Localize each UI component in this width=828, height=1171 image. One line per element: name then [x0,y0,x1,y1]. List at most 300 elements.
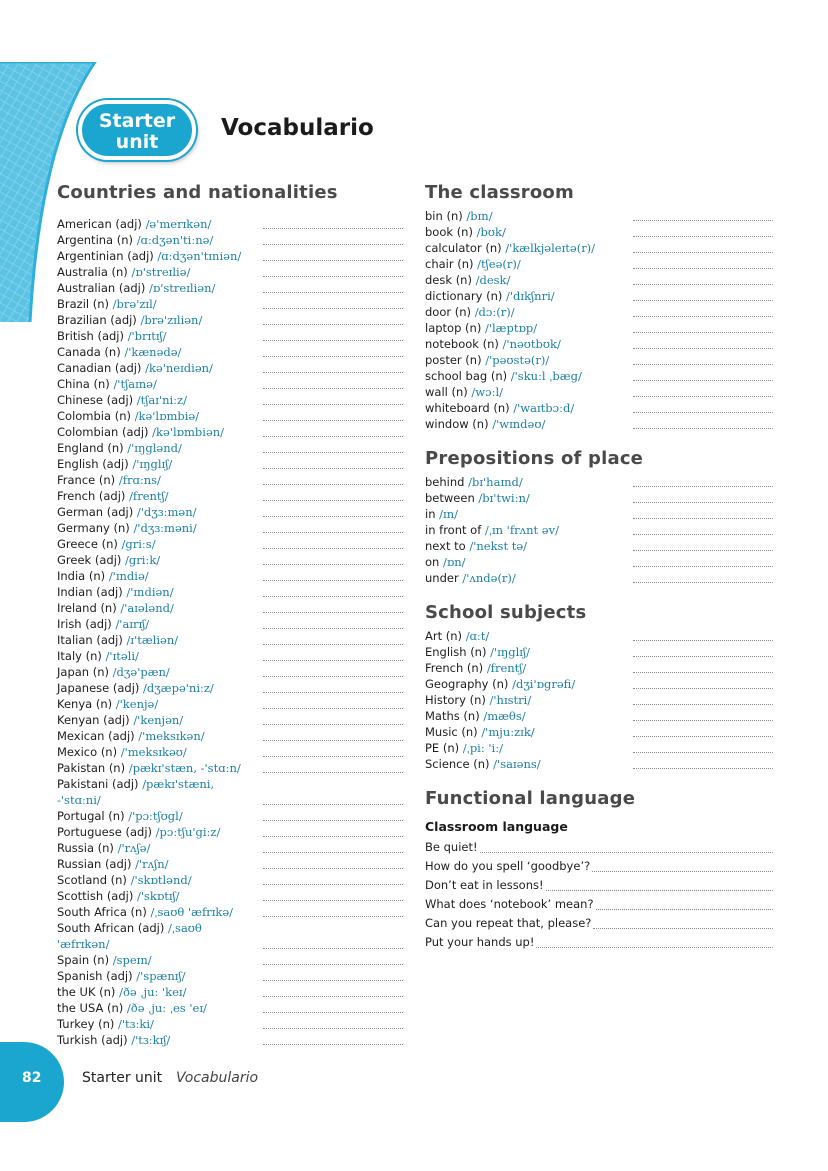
vocab-word: chair [425,257,454,271]
answer-line[interactable] [633,371,773,381]
answer-line[interactable] [263,635,403,645]
answer-line[interactable] [263,363,403,373]
vocab-word: under [425,571,459,585]
vocab-term [425,288,633,304]
vocab-pos: (adj) [110,313,137,327]
vocab-word: Music [425,725,458,739]
vocab-term [57,952,263,968]
vocab-pos: (n) [106,1001,124,1015]
answer-line[interactable] [263,619,403,629]
vocab-word: Greek [57,553,92,567]
answer-line[interactable] [263,219,403,229]
vocab-term [425,416,633,432]
vocab-entry [425,708,773,724]
vocab-ipa: /ɒ'streɪliə/ [131,265,191,279]
phrase-text: Be quiet! [425,840,478,854]
vocab-ipa: /ə'merɪkən/ [145,217,212,231]
subjects-list [425,628,773,772]
vocab-pos: (adj) [98,489,126,503]
vocab-pos: (adj) [137,921,165,935]
vocab-ipa: /speɪn/ [112,953,152,967]
answer-line[interactable] [263,331,403,341]
vocab-ipa: /ˌsaʊθ 'æfrɪkən/ [57,921,202,951]
answer-line[interactable] [263,475,403,485]
vocab-ipa: /ɒn/ [442,555,466,569]
vocab-entry [425,522,773,538]
answer-line[interactable] [263,459,403,469]
phrase-text: Put your hands up! [425,935,535,949]
answer-line[interactable] [263,811,403,821]
answer-line[interactable] [633,339,773,349]
vocab-term [57,568,263,584]
vocab-pos: (n) [108,761,126,775]
vocab-term [425,756,633,772]
vocab-term [425,240,633,256]
vocab-ipa: /'ɪŋglənd/ [127,441,182,455]
vocab-word: Japan [57,665,90,679]
answer-line[interactable] [633,493,773,503]
answer-line[interactable] [633,509,773,519]
vocab-ipa: /'ɪŋglɪʃ/ [490,645,530,659]
answer-line[interactable] [263,427,403,437]
vocab-pos: (n) [92,297,110,311]
answer-line[interactable] [596,900,773,910]
vocab-word: Ireland [57,601,97,615]
answer-line[interactable] [633,647,773,657]
vocab-term [57,600,263,616]
vocab-term [57,264,263,280]
phrase-item [425,895,773,914]
vocab-pos: (n) [116,233,134,247]
vocab-term [425,272,633,288]
vocab-term [57,632,263,648]
vocab-entry [57,440,403,456]
answer-line[interactable] [263,747,403,757]
vocab-pos: (n) [95,697,113,711]
vocab-entry [57,552,403,568]
answer-line[interactable] [633,541,773,551]
vocab-pos: (n) [454,305,472,319]
vocab-term [57,344,263,360]
left-column [57,180,403,1048]
vocab-ipa: /'waɪtbɔːd/ [513,401,575,415]
vocab-entry [425,208,773,224]
vocab-ipa: /ɑːdʒən'tɪniən/ [157,249,242,263]
vocab-pos: (n) [469,693,486,707]
answer-line[interactable] [263,891,403,901]
vocab-term [57,376,263,392]
vocab-term [57,808,263,824]
answer-line[interactable] [263,795,403,805]
answer-line[interactable] [263,507,403,517]
vocab-word: Scotland [57,873,107,887]
vocab-term [57,216,263,232]
vocab-entry [57,1016,403,1032]
vocab-term [57,392,263,408]
answer-line[interactable] [263,907,403,917]
answer-line[interactable] [263,939,403,949]
answer-line[interactable] [633,307,773,317]
classroom-list [425,208,773,432]
vocab-term [57,552,263,568]
vocab-word: behind [425,475,465,489]
vocab-term [57,488,263,504]
answer-line[interactable] [633,711,773,721]
answer-line[interactable] [263,523,403,533]
phrase-item [425,876,773,895]
answer-line[interactable] [263,587,403,597]
page-title: Vocabulario [221,115,374,141]
answer-line[interactable] [633,631,773,641]
answer-line[interactable] [633,275,773,285]
vocab-ipa: /ɒ'streɪliən/ [149,281,216,295]
answer-line[interactable] [633,477,773,487]
vocab-word: door [425,305,452,319]
vocab-word: Canadian [57,361,112,375]
vocab-term [57,456,263,472]
vocab-word: Geography [425,677,489,691]
vocab-term [57,904,263,920]
vocab-ipa: /bɪn/ [466,209,493,223]
answer-line[interactable] [263,443,403,453]
answer-line[interactable] [263,987,403,997]
vocab-pos: (adj) [108,729,135,743]
vocab-ipa: /'kælkjəleɪtə(r)/ [505,241,596,255]
answer-line[interactable] [633,557,773,567]
vocab-word: Kenya [57,697,93,711]
vocab-entry [57,312,403,328]
vocab-word: in [425,507,436,521]
vocab-entry [57,840,403,856]
vocab-term [57,648,263,664]
answer-line[interactable] [263,555,403,565]
vocab-word: Art [425,629,443,643]
phrase-text: How do you spell ‘goodbye’? [425,859,591,873]
vocab-pos: (adj) [106,969,133,983]
vocab-term [425,692,633,708]
vocab-entry [57,952,403,968]
vocab-ipa: /'nekst tə/ [469,539,528,553]
vocab-term [425,740,633,756]
answer-line[interactable] [633,759,773,769]
answer-line[interactable] [633,419,773,429]
vocab-pos: (n) [473,757,490,771]
answer-line[interactable] [633,403,773,413]
answer-line[interactable] [263,699,403,709]
answer-line[interactable] [263,395,403,405]
vocab-entry [57,824,403,840]
vocab-term [57,696,263,712]
vocab-entry [57,728,403,744]
vocab-word: dictionary [425,289,483,303]
vocab-pos: (n) [130,905,147,919]
vocab-word: Brazil [57,297,90,311]
vocab-term [425,708,633,724]
answer-line[interactable] [536,938,773,948]
vocab-word: History [425,693,466,707]
vocab-ipa: /frɑːns/ [118,473,161,487]
answer-line[interactable] [263,827,403,837]
vocab-word: Brazilian [57,313,107,327]
vocab-word: Russian [57,857,102,871]
vocab-word: English [425,645,467,659]
answer-line[interactable] [633,211,773,221]
answer-line[interactable] [263,1003,403,1013]
answer-line[interactable] [263,235,403,245]
vocab-word: Colombia [57,409,112,423]
vocab-entry [57,328,403,344]
answer-line[interactable] [480,843,773,853]
vocab-ipa: /'rʌʃn/ [135,857,169,871]
vocab-ipa: /frentʃ/ [129,489,169,503]
answer-line[interactable] [633,727,773,737]
answer-line[interactable] [263,539,403,549]
vocab-entry [425,272,773,288]
answer-line[interactable] [633,525,773,535]
vocab-word: South African [57,921,135,935]
vocab-pos: (n) [100,601,117,615]
answer-line[interactable] [263,267,403,277]
vocab-word: Russia [57,841,94,855]
answer-line[interactable] [263,603,403,613]
subtitle-classroom-language: Classroom language [425,819,568,834]
vocab-entry [57,360,403,376]
answer-line[interactable] [263,731,403,741]
vocab-entry [57,1000,403,1016]
footer-section: Vocabulario [176,1070,259,1086]
phrase-item [425,857,773,876]
vocab-word: calculator [425,241,482,255]
vocab-pos: (n) [97,841,114,855]
vocab-ipa: /ˌɪn 'frʌnt əv/ [484,523,559,537]
vocab-word: Science [425,757,470,771]
vocab-ipa: /'skuːl ˌbæg/ [510,369,582,383]
answer-line[interactable] [263,379,403,389]
vocab-pos: (n) [486,289,503,303]
answer-line[interactable] [263,859,403,869]
vocab-word: book [425,225,454,239]
answer-line[interactable] [633,679,773,689]
phrases-list [425,838,773,952]
vocab-ipa: /'tɜːkɪʃ/ [131,1033,171,1047]
vocab-ipa: /mæθs/ [483,709,526,723]
answer-line[interactable] [633,259,773,269]
answer-line[interactable] [633,573,773,583]
answer-line[interactable] [263,251,403,261]
vocab-entry [425,240,773,256]
vocab-term [57,728,263,744]
vocab-term [57,1016,263,1032]
answer-line[interactable] [633,387,773,397]
answer-line[interactable] [633,355,773,365]
vocab-word: Chinese [57,393,103,407]
vocab-pos: (n) [465,353,482,367]
answer-line[interactable] [263,491,403,501]
answer-line[interactable] [263,667,403,677]
vocab-entry [425,384,773,400]
answer-line[interactable] [633,243,773,253]
vocab-pos: (n) [455,273,472,287]
answer-line[interactable] [263,347,403,357]
vocab-pos: (n) [101,537,118,551]
vocab-ipa: /dʒi'ɒgrəfi/ [512,677,576,691]
answer-line[interactable] [263,683,403,693]
unit-badge: Starter unit [78,100,196,160]
vocab-word: wall [425,385,448,399]
vocab-term [57,872,263,888]
right-column [425,180,773,952]
vocab-word: Australian [57,281,116,295]
answer-line[interactable] [633,323,773,333]
vocab-ipa: /'ɪtəli/ [105,649,139,663]
vocab-ipa: /'ʌndə(r)/ [462,571,516,585]
vocab-entry [57,920,403,952]
vocab-term [57,824,263,840]
vocab-word: window [425,417,469,431]
answer-line[interactable] [263,971,403,981]
vocab-entry [57,424,403,440]
answer-line[interactable] [263,1035,403,1045]
vocab-word: Turkey [57,1017,95,1031]
vocab-term [57,664,263,680]
answer-line[interactable] [263,651,403,661]
vocab-pos: (n) [445,629,463,643]
vocab-entry [57,888,403,904]
vocab-word: PE [425,741,440,755]
vocab-term [425,570,633,586]
vocab-pos: (n) [110,873,127,887]
vocab-term [425,506,633,522]
answer-line[interactable] [263,315,403,325]
answer-line[interactable] [633,227,773,237]
answer-line[interactable] [263,843,403,853]
vocab-word: Colombian [57,425,119,439]
vocab-ipa: /brə'zɪl/ [112,297,157,311]
vocab-word: American [57,217,112,231]
vocab-pos: (adj) [104,857,132,871]
answer-line[interactable] [633,743,773,753]
vocab-pos: (n) [465,321,482,335]
vocab-word: Australia [57,265,108,279]
answer-line[interactable] [263,763,403,773]
vocab-entry [57,456,403,472]
vocab-ipa: /'skɒtlənd/ [130,873,192,887]
phrase-item [425,914,773,933]
vocab-ipa: /griːs/ [121,537,156,551]
answer-line[interactable] [263,283,403,293]
answer-line[interactable] [263,955,403,965]
vocab-word: school bag [425,369,488,383]
answer-line[interactable] [263,571,403,581]
answer-line[interactable] [263,299,403,309]
vocab-entry [57,632,403,648]
vocab-pos: (n) [114,409,131,423]
answer-line[interactable] [633,663,773,673]
section-title-classroom: The classroom [425,182,574,203]
vocab-word: South Africa [57,905,127,919]
answer-line[interactable] [592,862,773,872]
vocab-entry [425,416,773,432]
answer-line[interactable] [263,715,403,725]
vocab-term [425,490,633,506]
vocab-ipa: /dɔː(r)/ [474,305,515,319]
vocab-word: Spanish [57,969,103,983]
vocab-entry [57,520,403,536]
vocab-pos: (n) [104,345,121,359]
answer-line[interactable] [633,695,773,705]
vocab-ipa: /'meksɪkəʊ/ [120,745,187,759]
vocab-word: whiteboard [425,401,490,415]
vocab-word: Spain [57,953,90,967]
vocab-ipa: /ðə ˌjuː ˌes 'eɪ/ [126,1001,207,1015]
vocab-entry [57,648,403,664]
vocab-entry [425,554,773,570]
vocab-term [57,616,263,632]
vocab-ipa: /'hɪstri/ [489,693,532,707]
vocab-entry [57,344,403,360]
vocab-pos: (n) [85,649,102,663]
answer-line[interactable] [263,1019,403,1029]
answer-line[interactable] [633,291,773,301]
vocab-term [57,232,263,248]
vocab-pos: (n) [490,369,508,383]
vocab-term [425,400,633,416]
vocab-ipa: /pækɪ'stæni, -'stɑːni/ [57,777,215,807]
answer-line[interactable] [263,411,403,421]
vocab-term [425,474,633,490]
vocab-ipa: /'skɒtɪʃ/ [136,889,180,903]
vocab-term [57,328,263,344]
vocab-entry [425,320,773,336]
vocab-ipa: /tʃaɪ'niːz/ [136,393,187,407]
vocab-entry [57,392,403,408]
vocab-pos: (adj) [101,1033,128,1047]
vocab-word: on [425,555,440,569]
vocab-term [57,680,263,696]
vocab-ipa: /wɔːl/ [471,385,504,399]
vocab-ipa: /bɪ'twiːn/ [478,491,530,505]
vocab-pos: (adj) [118,281,146,295]
vocab-entry [57,904,403,920]
vocab-pos: (adj) [96,633,123,647]
phrase-text: Can you repeat that, please? [425,916,592,930]
vocab-ipa: /bɪ'haɪnd/ [468,475,523,489]
answer-line[interactable] [263,875,403,885]
vocab-entry [57,744,403,760]
vocab-ipa: /'tɜːki/ [118,1017,154,1031]
vocab-word: Italian [57,633,93,647]
vocab-ipa: /'meksɪkən/ [138,729,205,743]
answer-line[interactable] [593,919,773,929]
vocab-word: Indian [57,585,93,599]
prepositions-list [425,474,773,586]
answer-line[interactable] [546,881,773,891]
vocab-word: French [57,489,96,503]
vocab-word: Scottish [57,889,104,903]
vocab-word: Japanese [57,681,110,695]
vocab-entry [57,968,403,984]
vocab-pos: (n) [107,441,124,455]
vocab-ipa: /griːk/ [125,553,161,567]
vocab-entry [57,616,403,632]
vocab-pos: (n) [98,1017,115,1031]
vocab-word: Italy [57,649,82,663]
vocab-pos: (adj) [103,713,130,727]
vocab-word: German [57,505,104,519]
vocab-term [57,296,263,312]
vocab-entry [57,584,403,600]
vocab-pos: (n) [99,985,116,999]
